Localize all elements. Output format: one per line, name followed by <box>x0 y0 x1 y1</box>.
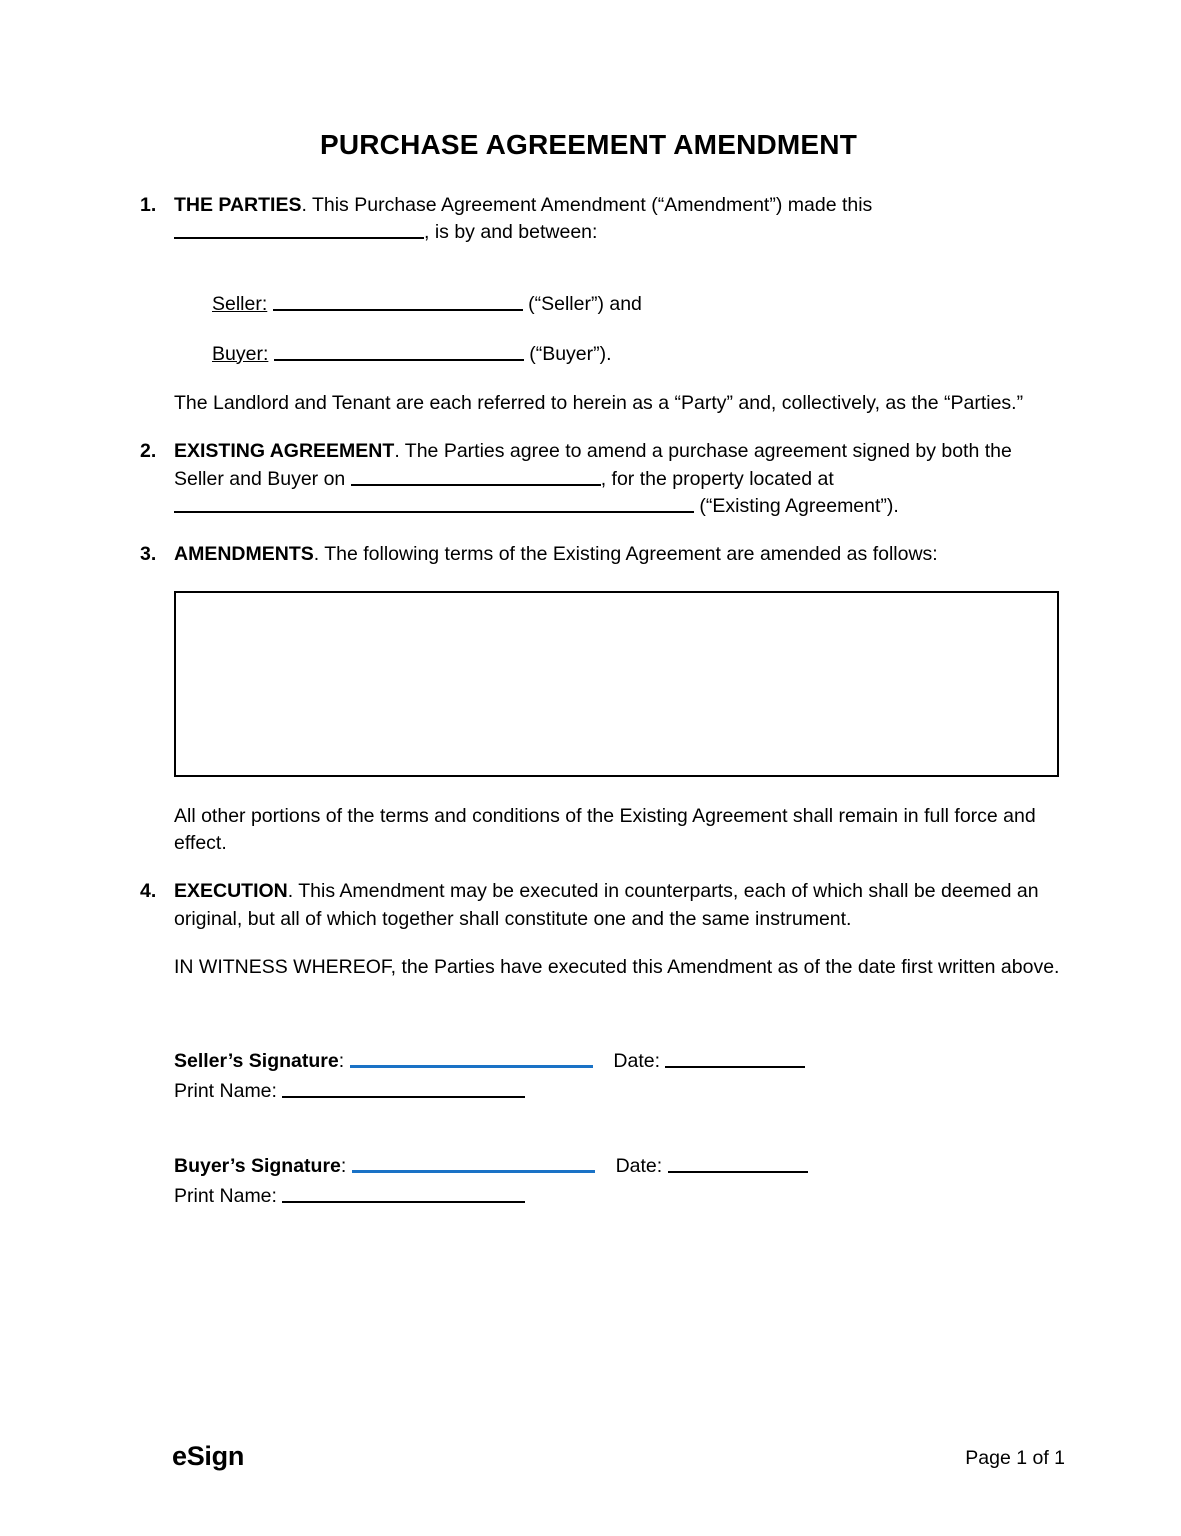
page-title: PURCHASE AGREEMENT AMENDMENT <box>319 129 858 160</box>
buyer-date-label: Date: <box>615 1155 663 1178</box>
section-2-text-part3: (“Existing Agreement”). <box>699 495 899 518</box>
section-execution <box>140 878 1065 933</box>
buyer-signature-label: Buyer’s Signature <box>174 1155 341 1178</box>
amendment-date-field[interactable] <box>174 219 424 239</box>
section-heading-execution: EXECUTION <box>174 880 288 903</box>
buyer-signature-colon: : <box>340 1155 347 1178</box>
section-heading-the-parties: THE PARTIES <box>174 193 302 216</box>
section-amendments <box>140 541 1065 569</box>
section-the-parties <box>140 192 1065 247</box>
remaining-terms-paragraph: All other portions of the terms and conditions of the Existing Agreement shall remain in full force and effect. <box>174 804 1036 855</box>
section-4-text: . This Amendment may be executed in counterparts, each of which shall be deemed an original, but all of which together shall constitute one and the same instrument. <box>174 880 1039 930</box>
property-address-field[interactable] <box>174 493 694 513</box>
seller-date-label: Date: <box>613 1050 661 1073</box>
parties-definition-paragraph: The Landlord and Tenant are each referred to herein as a “Party” and, collectively, as the “Parties.” <box>174 392 1024 415</box>
seller-print-name-label: Print Name: <box>174 1079 277 1102</box>
seller-print-name-row <box>174 1077 1065 1107</box>
seller-signature-row <box>174 1047 1065 1077</box>
seller-signature-label: Seller’s Signature <box>174 1050 339 1073</box>
section-number-1: 1. <box>140 193 157 216</box>
buyer-print-name-field[interactable] <box>282 1183 525 1203</box>
seller-date-field[interactable] <box>665 1048 805 1068</box>
seller-name-field[interactable] <box>273 291 523 311</box>
section-2-text-part2: , for the property located at <box>600 467 834 490</box>
section-1-text-before: . This Purchase Agreement Amendment (“Amendment”) made this <box>301 193 873 216</box>
page-footer <box>172 1443 1065 1470</box>
buyer-print-name-row <box>174 1182 1065 1212</box>
existing-agreement-date-field[interactable] <box>351 466 601 486</box>
buyer-party-line <box>212 341 1065 369</box>
section-3-text: . The following terms of the Existing Agreement are amended as follows: <box>313 543 938 566</box>
section-number-4: 4. <box>140 880 157 903</box>
buyer-name-field[interactable] <box>274 341 524 361</box>
section-number-2: 2. <box>140 440 157 463</box>
seller-print-name-field[interactable] <box>282 1078 525 1098</box>
page-indicator: Page 1 of 1 <box>965 1447 1065 1469</box>
section-existing-agreement <box>140 438 1065 521</box>
witness-paragraph: IN WITNESS WHEREOF, the Parties have executed this Amendment as of the date first written above. <box>174 955 1060 978</box>
section-2-text-part1: . The Parties agree to amend a purchase agreement signed by both the Seller and Buyer on <box>174 440 1012 490</box>
section-heading-amendments: AMENDMENTS <box>174 543 314 566</box>
buyer-label: Buyer: <box>212 342 269 365</box>
buyer-print-name-label: Print Name: <box>174 1185 277 1208</box>
buyer-signature-row <box>174 1152 1065 1182</box>
buyer-date-field[interactable] <box>668 1154 808 1174</box>
seller-party-line <box>212 291 1065 319</box>
document-body <box>140 128 1065 1212</box>
buyer-signature-field[interactable] <box>352 1153 595 1174</box>
buyer-signature-block <box>174 1152 1065 1211</box>
seller-signature-colon: : <box>338 1050 345 1073</box>
seller-signature-field[interactable] <box>350 1047 593 1068</box>
amendments-textbox[interactable] <box>174 591 1059 777</box>
section-number-3: 3. <box>140 543 157 566</box>
seller-suffix-text: (“Seller”) and <box>528 292 642 315</box>
buyer-suffix-text: (“Buyer”). <box>529 342 612 365</box>
esign-logo: eSign <box>172 1441 245 1471</box>
section-heading-existing-agreement: EXISTING AGREEMENT <box>174 440 395 463</box>
section-1-text-after: , is by and between: <box>424 221 598 244</box>
seller-label: Seller: <box>212 292 268 315</box>
seller-signature-block <box>174 1047 1065 1106</box>
